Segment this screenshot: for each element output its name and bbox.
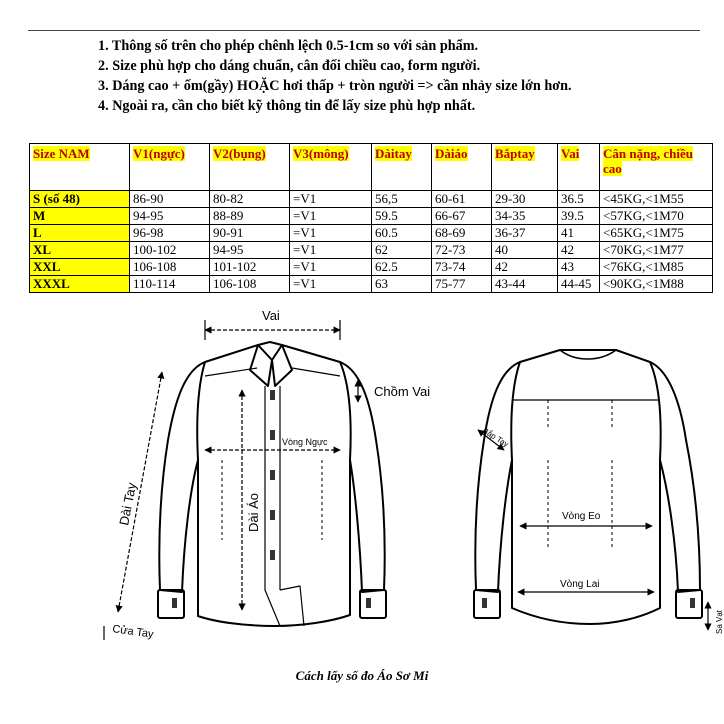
cell: <90KG,<1M88	[600, 276, 713, 293]
cell: =V1	[290, 208, 372, 225]
cell: 60.5	[372, 225, 432, 242]
cell: 80-82	[210, 191, 290, 208]
label-vong-nguc: Vòng Ngực	[282, 437, 328, 447]
caption: Cách lấy số đo Áo Sơ Mi	[295, 668, 429, 683]
cell: 60-61	[432, 191, 492, 208]
cell: 36.5	[558, 191, 600, 208]
label-dai-tay: Dài Tay	[116, 481, 140, 527]
note-3: 3. Dáng cao + ốm(gầy) HOẶC hơi thấp + tròn người => cần nhảy size lớn hơn.	[98, 78, 572, 94]
cell: =V1	[290, 191, 372, 208]
table-row	[30, 208, 713, 225]
cell: 72-73	[432, 242, 492, 259]
table-row	[30, 191, 713, 208]
cell: 106-108	[210, 276, 290, 293]
size-name: XXL	[30, 259, 130, 276]
label-vong-lai: Vòng Lai	[560, 579, 600, 590]
size-name: L	[30, 225, 130, 242]
size-name: XL	[30, 242, 130, 259]
cell: <70KG,<1M77	[600, 242, 713, 259]
header-v2: V2(bụng)	[213, 146, 266, 161]
cell: 94-95	[210, 242, 290, 259]
label-sa-vat: Sa Vạt	[715, 609, 724, 634]
back-cuff-buttons	[482, 598, 695, 608]
front-measurements	[104, 320, 358, 640]
size-notes	[98, 36, 572, 116]
cell: =V1	[290, 225, 372, 242]
cell: 42	[492, 259, 558, 276]
cell: 36-37	[492, 225, 558, 242]
size-table	[29, 143, 713, 293]
note-2: 2. Size phù hợp cho dáng chuẩn, cân đối chiều cao, form người.	[98, 58, 481, 74]
cell: 88-89	[210, 208, 290, 225]
cell: 59.5	[372, 208, 432, 225]
cell: 100-102	[130, 242, 210, 259]
label-dai-ao: Dài Áo	[246, 492, 261, 532]
cell: 29-30	[492, 191, 558, 208]
buttons	[172, 390, 371, 608]
cell: 96-98	[130, 225, 210, 242]
cell: 94-95	[130, 208, 210, 225]
cell: <57KG,<1M70	[600, 208, 713, 225]
cell: 106-108	[130, 259, 210, 276]
label-vai: Vai	[262, 308, 280, 323]
cell: 66-67	[432, 208, 492, 225]
cell: =V1	[290, 242, 372, 259]
cell: 56,5	[372, 191, 432, 208]
header-weight-height: Cân nặng, chiều cao	[603, 146, 693, 176]
cell: <76KG,<1M85	[600, 259, 713, 276]
shirt-measurement-diagram	[0, 290, 724, 650]
table-row	[30, 259, 713, 276]
cell: 73-74	[432, 259, 492, 276]
cell: 39.5	[558, 208, 600, 225]
cell: 90-91	[210, 225, 290, 242]
cell: <65KG,<1M75	[600, 225, 713, 242]
cell: 101-102	[210, 259, 290, 276]
label-chom-vai: Chồm Vai	[374, 384, 431, 399]
table-header-row	[30, 144, 713, 191]
cell: 40	[492, 242, 558, 259]
header-size: Size NAM	[33, 146, 90, 161]
header-v1: V1(ngực)	[133, 146, 185, 161]
cell: 62.5	[372, 259, 432, 276]
size-name: XXXL	[30, 276, 130, 293]
header-v3: V3(mông)	[293, 146, 349, 161]
cell: 34-35	[492, 208, 558, 225]
cell: 41	[558, 225, 600, 242]
header-bap-tay: Bắptay	[495, 146, 535, 161]
label-vong-eo: Vòng Eo	[562, 511, 601, 522]
header-vai: Vai	[561, 146, 580, 161]
cell: 44-45	[558, 276, 600, 293]
cell: 68-69	[432, 225, 492, 242]
cell: 63	[372, 276, 432, 293]
table-row	[30, 225, 713, 242]
note-1: 1. Thông số trên cho phép chênh lệch 0.5-1cm so với sản phẩm.	[98, 38, 479, 54]
header-dai-ao: Dàiáo	[435, 146, 468, 161]
cell: <45KG,<1M55	[600, 191, 713, 208]
size-name: S (số 48)	[30, 191, 130, 208]
cell: 43-44	[492, 276, 558, 293]
cell: 42	[558, 242, 600, 259]
cell: 62	[372, 242, 432, 259]
table-row	[30, 242, 713, 259]
note-4: 4. Ngoài ra, cần cho biết kỹ thông tin để lấy size phù hợp nhất.	[98, 98, 476, 114]
size-name: M	[30, 208, 130, 225]
front-shirt	[158, 342, 386, 626]
cell: 43	[558, 259, 600, 276]
label-cua-tay: Cửa Tay	[111, 623, 155, 641]
top-rule	[28, 30, 700, 31]
cell: =V1	[290, 259, 372, 276]
cell: 110-114	[130, 276, 210, 293]
label-bap-tay: Bắp Tay	[480, 426, 511, 449]
cell: 75-77	[432, 276, 492, 293]
header-dai-tay: Dàitay	[375, 146, 412, 161]
cell: =V1	[290, 276, 372, 293]
cell: 86-90	[130, 191, 210, 208]
